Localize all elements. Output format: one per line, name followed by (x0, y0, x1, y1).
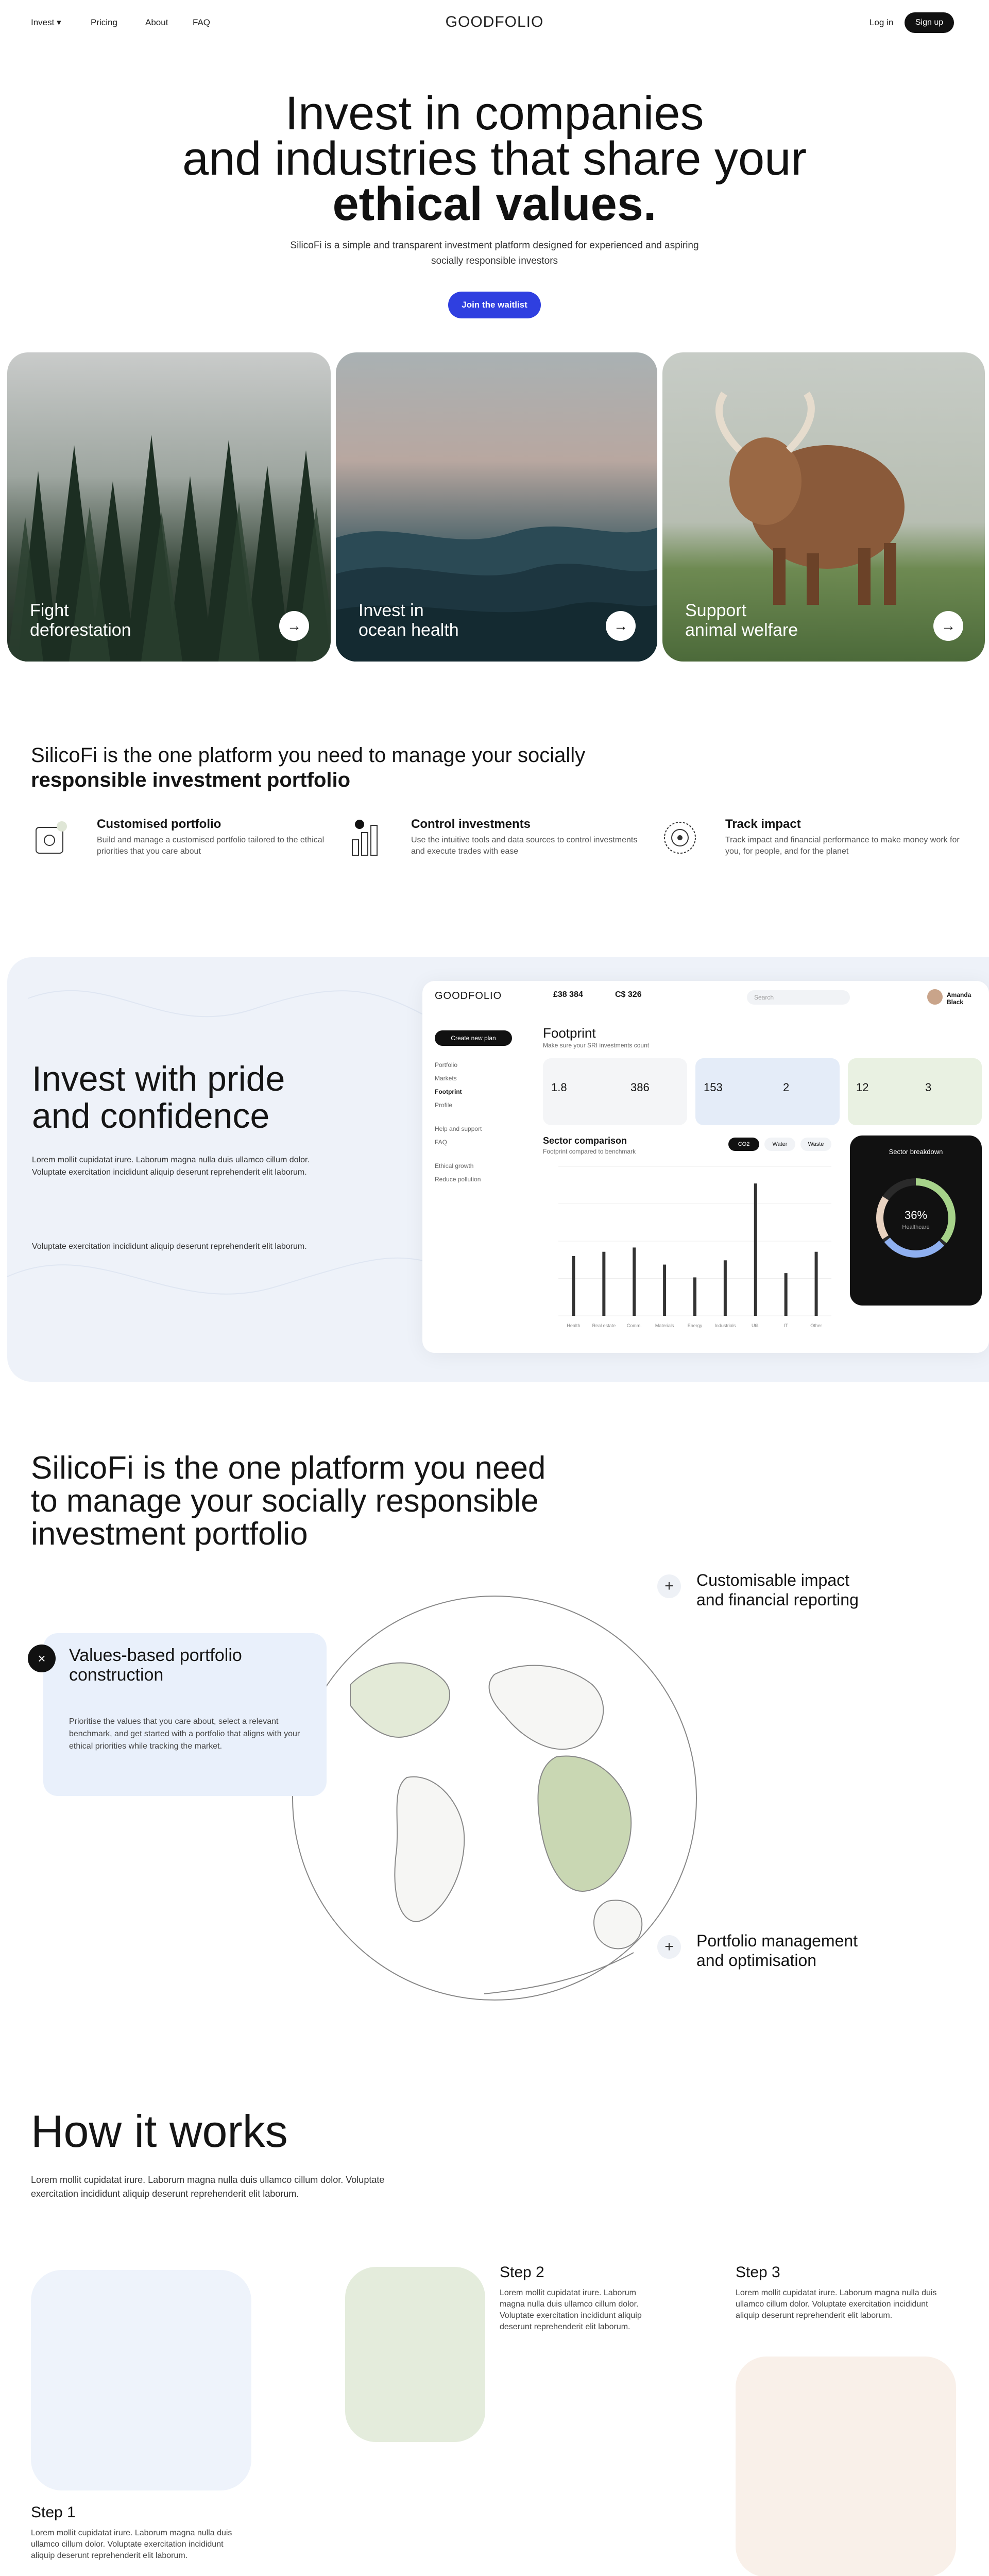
chart-tick-label: Industrials (714, 1323, 736, 1328)
sidebar-item-pollution[interactable]: Reduce pollution (435, 1176, 481, 1183)
metric-card-2[interactable]: 153 2 (695, 1058, 840, 1125)
donut-label: Healthcare (902, 1224, 930, 1230)
chart-tick-label: Util. (752, 1323, 760, 1328)
nav-about[interactable]: About (145, 18, 168, 27)
hero-waitlist-button[interactable]: Join the waitlist (448, 292, 541, 318)
step-2-desc: Lorem mollit cupidatat irure. Laborum magna nulla duis ullamco cillum dolor. Voluptate exercitation incididunt aliquip deserunt reprehenderit elit laborum. (500, 2289, 642, 2331)
step-1-desc: Lorem mollit cupidatat irure. Laborum magna nulla duis ullamco cillum dolor. Voluptate exercitation incididunt aliquip deserunt reprehenderit elit laborum. (31, 2529, 232, 2560)
sidebar-item-ethical[interactable]: Ethical growth (435, 1162, 474, 1170)
step-3-title: Step 3 (736, 2264, 780, 2281)
plus-icon[interactable]: + (657, 1935, 681, 1959)
step-2-title: Step 2 (500, 2264, 544, 2281)
sector-bar-chart (543, 1161, 831, 1336)
portfolio-icon (31, 817, 72, 858)
values-card[interactable] (38, 1633, 327, 1796)
toggle-co2[interactable]: CO2 (728, 1138, 759, 1151)
chart-tick-label: Other (810, 1323, 822, 1328)
chart-tick-label: Health (567, 1323, 581, 1328)
sidebar-item-profile[interactable]: Profile (435, 1101, 453, 1109)
how-text: Lorem mollit cupidatat irure. Laborum magna nulla duis ullamco cillum dolor. Voluptate exercitation incididunt aliquip deserunt reprehenderit elit laborum. (31, 2175, 385, 2199)
pride-text-2: Voluptate exercitation incididunt aliquip deserunt reprehenderit elit laborum. (32, 1242, 307, 1251)
how-heading: How it works (31, 2106, 288, 2157)
chart-bar[interactable] (633, 1247, 636, 1316)
close-icon[interactable]: × (28, 1645, 56, 1672)
sidebar-item-footprint[interactable]: Footprint (435, 1088, 462, 1095)
card-deforestation[interactable] (7, 352, 331, 662)
metric-card-3[interactable]: 12 3 (848, 1058, 982, 1125)
chart-bar[interactable] (693, 1277, 696, 1316)
stat-balance: £38 384 (553, 990, 583, 999)
chart-icon (345, 817, 386, 858)
step-3-desc: Lorem mollit cupidatat irure. Laborum magna nulla duis ullamco cillum dolor. Voluptate exercitation incididunt aliquip deserunt reprehenderit elit laborum. (736, 2289, 937, 2320)
plus-icon[interactable]: + (657, 1574, 681, 1598)
toggle-waste[interactable]: Waste (800, 1138, 831, 1151)
breakdown-title: Sector breakdown (889, 1148, 943, 1156)
chart-tick-label: Real estate (592, 1323, 616, 1328)
footprint-subtitle: Make sure your SRI investments count (543, 1042, 650, 1049)
step-1-image (31, 2270, 251, 2490)
card-label: Invest in ocean health (359, 601, 459, 640)
dashboard-search[interactable]: Search (747, 990, 850, 1005)
chart-bar[interactable] (724, 1260, 727, 1316)
sector-breakdown-card (850, 1136, 982, 1306)
avatar[interactable] (927, 989, 943, 1005)
chart-bar[interactable] (663, 1265, 666, 1316)
sector-subtitle: Footprint compared to benchmark (543, 1148, 636, 1155)
step-2-image (345, 2267, 485, 2442)
card-ocean[interactable] (336, 352, 657, 662)
nav-faq[interactable]: FAQ (193, 18, 211, 27)
chart-bar[interactable] (602, 1252, 605, 1316)
signup-button[interactable]: Sign up (905, 12, 954, 33)
chart-bar[interactable] (815, 1252, 818, 1316)
chart-tick-label: IT (783, 1323, 788, 1328)
chart-tick-label: Energy (687, 1323, 703, 1328)
step-3-image (736, 2357, 956, 2576)
chart-bar[interactable] (572, 1256, 575, 1316)
chart-bar[interactable] (754, 1183, 757, 1316)
chart-tick-label: Materials (655, 1323, 674, 1328)
toggle-water[interactable]: Water (764, 1138, 795, 1151)
nav-invest[interactable]: Invest ▾ (31, 18, 61, 27)
pride-text-1: Lorem mollit cupidatat irure. Laborum magna nulla duis ullamco cillum dolor. Voluptate exercitation incididunt aliquip deserunt reprehenderit elit laborum. (32, 1156, 310, 1177)
logo[interactable]: GOODFOLIO (445, 13, 544, 30)
reporting-item[interactable]: Customisable impact and financial reporting (696, 1571, 859, 1609)
card-label: Fight deforestation (30, 601, 131, 640)
arrow-right-icon[interactable]: → (933, 611, 963, 641)
metric-card-1[interactable]: 1.8 386 (543, 1058, 687, 1125)
donut-value: 36% (904, 1209, 928, 1222)
dashboard-mockup (422, 981, 989, 1353)
sidebar-item-portfolio[interactable]: Portfolio (435, 1061, 458, 1069)
stat-returns: C$ 326 (615, 990, 642, 999)
create-plan-button[interactable]: Create new plan (435, 1030, 512, 1046)
pride-heading: Invest with pride and confidence (32, 1059, 285, 1136)
sidebar-item-help[interactable]: Help and support (435, 1125, 482, 1132)
values-card-title: Values-based portfolio construction (69, 1646, 242, 1685)
impact-icon (659, 817, 701, 858)
platform-heading: SilicoFi is the one platform you need to manage your socially responsible investment portfolio (31, 744, 586, 791)
sidebar-item-faq[interactable]: FAQ (435, 1139, 448, 1146)
chart-tick-label: Comm. (626, 1323, 642, 1328)
globe-illustration (278, 1582, 711, 2014)
step-1-title: Step 1 (31, 2504, 76, 2521)
one-platform-heading: SilicoFi is the one platform you need to manage your socially responsible investment portfolio (31, 1450, 546, 1552)
hero-subtitle: SilicoFi is a simple and transparent investment platform designed for experienced and aspiring socially responsible investors (290, 240, 699, 266)
dashboard-logo: GOODFOLIO (435, 990, 502, 1002)
arrow-right-icon[interactable]: → (606, 611, 636, 641)
user-name: Amanda Black (947, 991, 971, 1006)
hero-heading: Invest in companies and industries that share your ethical values. (182, 87, 807, 230)
sidebar-item-markets[interactable]: Markets (435, 1075, 457, 1082)
login-link[interactable]: Log in (869, 18, 894, 27)
footprint-title: Footprint (543, 1025, 596, 1041)
management-item[interactable]: Portfolio management and optimisation (696, 1931, 858, 1970)
nav-pricing[interactable]: Pricing (91, 18, 117, 27)
top-nav (0, 0, 989, 47)
card-animal[interactable] (662, 352, 985, 662)
arrow-right-icon[interactable]: → (279, 611, 309, 641)
card-label: Support animal welfare (685, 601, 798, 640)
values-card-desc: Prioritise the values that you care about, select a relevant benchmark, and get started with a portfolio that aligns with your ethical priorities while tracking the market. (69, 1717, 300, 1751)
chart-bar[interactable] (785, 1273, 788, 1316)
sector-title: Sector comparison (543, 1136, 627, 1146)
dashboard-sidebar (435, 1058, 517, 1186)
